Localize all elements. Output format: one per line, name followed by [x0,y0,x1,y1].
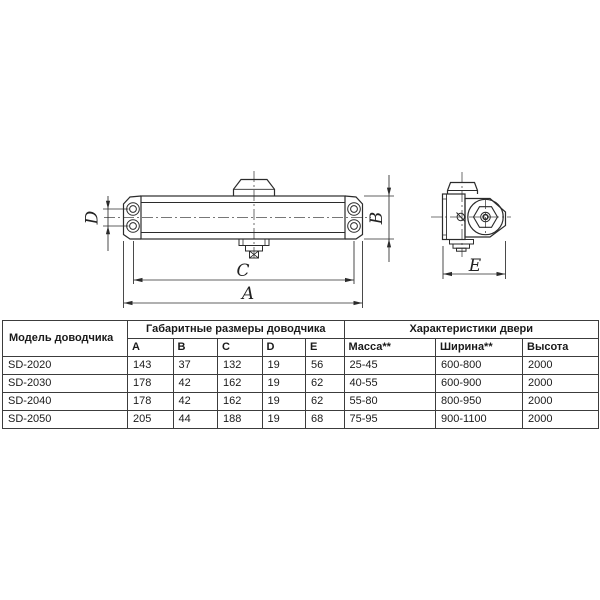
arrow-icon [106,201,110,209]
dim-label-a: A [241,284,255,304]
cell-dim-b: 44 [173,411,218,429]
cell-dim-e: 56 [306,357,345,375]
col-header-b: B [173,339,218,357]
specs-table [2,320,599,429]
table-row [3,411,599,429]
cell-dim-c: 132 [218,357,263,375]
col-header-a: A [128,339,174,357]
door-closer-end-view [431,172,511,279]
cell-dim-d: 19 [262,411,306,429]
arrow-icon [443,272,452,276]
arrow-icon [387,239,391,247]
dimension-d [103,196,129,251]
cell-dim-b: 37 [173,357,218,375]
cell-model: SD-2040 [3,393,128,411]
cell-dim-a: 178 [128,375,174,393]
col-header-d: D [262,339,306,357]
cell-mass: 75-95 [344,411,436,429]
dim-label-b: B [367,211,387,225]
cell-mass: 25-45 [344,357,436,375]
cell-height: 2000 [523,375,599,393]
cell-dim-b: 42 [173,393,218,411]
door-closer-side-view [83,171,395,308]
dim-label-e: E [468,256,482,276]
cell-width: 800-950 [436,393,523,411]
cell-dim-e: 68 [306,411,345,429]
cell-mass: 55-80 [344,393,436,411]
end-pinion-spindle [450,240,474,252]
arrow-icon [354,301,363,305]
col-header-width: Ширина** [436,339,523,357]
table-row [3,393,599,411]
cell-model: SD-2030 [3,375,128,393]
arrow-icon [106,226,110,234]
dim-label-c: C [236,261,250,281]
cell-dim-a: 205 [128,411,174,429]
cell-dim-c: 162 [218,393,263,411]
cell-width: 600-900 [436,375,523,393]
table-row [3,375,599,393]
cell-width: 900-1100 [436,411,523,429]
arrow-icon [134,278,143,282]
col-group-door: Характеристики двери [344,321,599,339]
col-header-model: Модель доводчика [3,321,128,357]
cell-height: 2000 [523,357,599,375]
cell-model: SD-2050 [3,411,128,429]
cell-mass: 40-55 [344,375,436,393]
cell-height: 2000 [523,393,599,411]
table-header-groups [3,321,599,339]
cell-dim-a: 143 [128,357,174,375]
cell-dim-b: 42 [173,375,218,393]
col-header-c: C [218,339,263,357]
arrow-icon [124,301,133,305]
arrow-icon [345,278,354,282]
arrow-icon [497,272,506,276]
col-group-dimensions: Габаритные размеры доводчика [128,321,345,339]
dim-label-d: D [82,210,103,225]
table-row [3,357,599,375]
cell-dim-c: 162 [218,375,263,393]
cell-model: SD-2020 [3,357,128,375]
cell-dim-d: 19 [262,375,306,393]
col-header-mass: Масса** [344,339,436,357]
cell-width: 600-800 [436,357,523,375]
cell-dim-c: 188 [218,411,263,429]
cell-dim-e: 62 [306,375,345,393]
col-header-height: Высота [523,339,599,357]
cell-dim-a: 178 [128,393,174,411]
col-header-e: E [306,339,345,357]
cell-dim-e: 62 [306,393,345,411]
cell-height: 2000 [523,411,599,429]
cell-dim-d: 19 [262,393,306,411]
arrow-icon [387,188,391,196]
cell-dim-d: 19 [262,357,306,375]
end-top-cap [448,183,478,195]
